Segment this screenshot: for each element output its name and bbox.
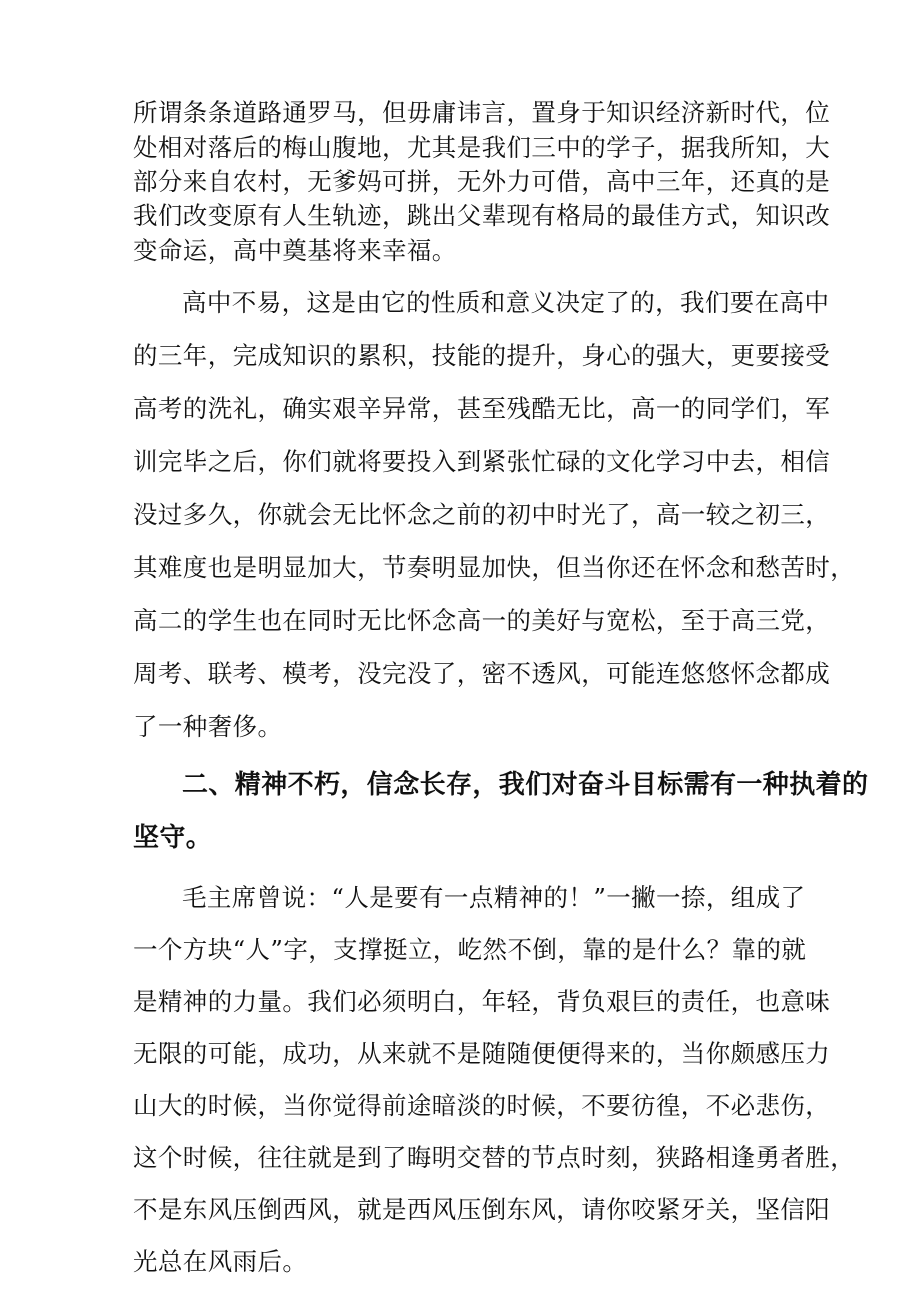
paragraph-2-line-3: 高考的洗礼，确实艰辛异常，甚至残酷无比，高一的同学们，军 [133,394,831,423]
paragraph-3-line-7: 不是东风压倒西风，就是西风压倒东风，请你咬紧牙关，坚信阳 [133,1195,831,1224]
paragraph-2-line-5: 没过多久，你就会无比怀念之前的初中时光了，高一较之初三， [133,500,831,529]
paragraph-1-line-2: 处相对落后的梅山腹地，尤其是我们三中的学子，据我所知，大 [133,133,831,162]
paragraph-2-line-1: 高中不易，这是由它的性质和意义决定了的，我们要在高中 [182,288,830,317]
paragraph-3-line-5: 山大的时候，当你觉得前途暗淡的时候，不要彷徨，不必悲伤， [133,1091,831,1120]
paragraph-1-line-3: 部分来自农村，无爹妈可拼，无外力可借，高中三年，还真的是 [133,167,831,196]
paragraph-2-line-6: 其难度也是明显加大，节奏明显加快，但当你还在怀念和愁苦时， [133,553,856,582]
paragraph-3-line-4: 无限的可能，成功，从来就不是随随便便得来的，当你颇感压力 [133,1039,831,1068]
paragraph-2-line-4: 训完毕之后，你们就将要投入到紧张忙碌的文化学习中去，相信 [133,447,831,476]
paragraph-1-line-5: 变命运，高中奠基将来幸福。 [133,236,457,265]
paragraph-2-line-7: 高二的学生也在同时无比怀念高一的美好与宽松，至于高三党， [133,606,831,635]
paragraph-3-line-1: 毛主席曾说：“人是要有一点精神的！”一撇一捺，组成了 [182,883,806,912]
paragraph-3-line-2: 一个方块“人”字，支撑挺立，屹然不倒，靠的是什么？靠的就 [133,935,807,964]
paragraph-1-line-4: 我们改变原有人生轨迹，跳出父辈现有格局的最佳方式，知识改 [133,201,831,230]
paragraph-3-line-6: 这个时候，往往就是到了晦明交替的节点时刻，狭路相逢勇者胜， [133,1143,856,1172]
paragraph-2-line-2: 的三年，完成知识的累积，技能的提升，身心的强大，更要接受 [133,341,831,370]
paragraph-3-line-3: 是精神的力量。我们必须明白，年轻，背负艰巨的责任，也意味 [133,987,831,1016]
section-heading-line-1: 二、精神不朽，信念长存，我们对奋斗目标需有一种执着的 [182,770,869,800]
paragraph-2-line-8: 周考、联考、模考，没完没了，密不透风，可能连悠悠怀念都成 [133,659,831,688]
paragraph-2-line-9: 了一种奢侈。 [133,712,283,741]
paragraph-1-line-1: 所谓条条道路通罗马，但毋庸讳言，置身于知识经济新时代，位 [133,98,831,127]
paragraph-3-line-8: 光总在风雨后。 [133,1247,308,1276]
section-heading-line-2: 坚守。 [133,823,213,853]
